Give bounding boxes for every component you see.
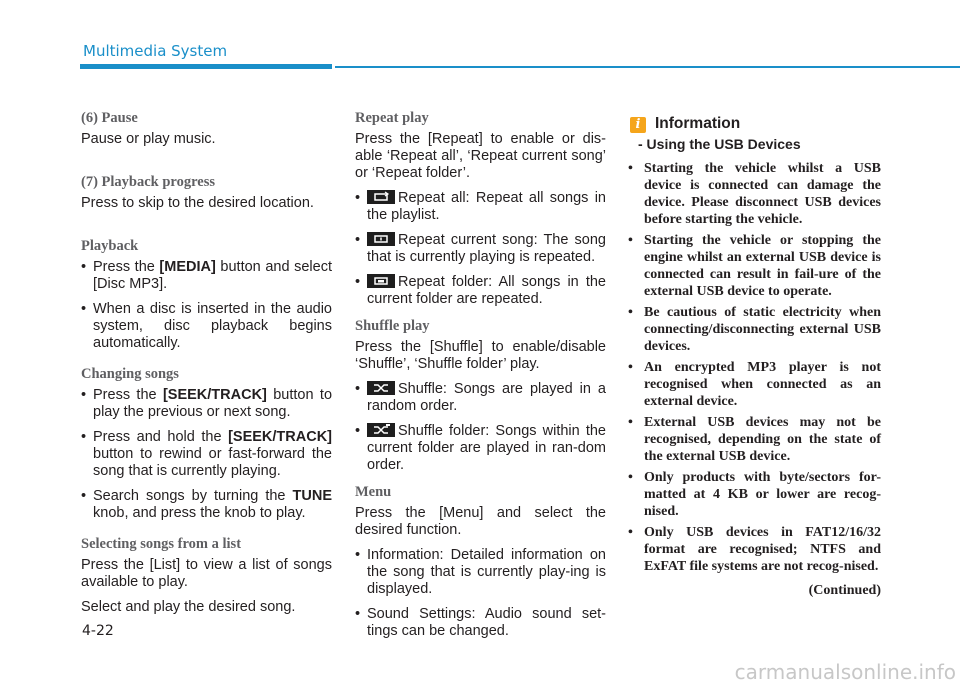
information-box: [628, 117, 881, 599]
selecting-text-1: Press the [List] to view a list of songs available to play.: [81, 557, 332, 590]
progress-text: Press to skip to the desired location.: [81, 195, 314, 211]
shuffle-list: [355, 381, 606, 474]
menu-heading: Menu: [355, 484, 392, 500]
changing-heading: Changing songs: [81, 366, 179, 382]
selecting-text-2: Select and play the desired song.: [81, 599, 296, 615]
repeat-all-icon: [367, 190, 395, 204]
pause-text: Pause or play music.: [81, 131, 216, 147]
shuffle-text: Press the [Shuffle] to enable/disable ‘Shuffle’, ‘Shuffle folder’ play.: [355, 339, 606, 372]
list-item: • An encrypted MP3 player is not recognised when connected as an external device.: [628, 359, 881, 410]
list-item: • Starting the vehicle whilst a USB device is connected can damage the device. Please disconnect USB devices before starting the vehicle.: [628, 160, 881, 228]
info-subtitle: - Using the USB Devices: [638, 136, 801, 152]
playback-heading: Playback: [81, 238, 139, 254]
shuffle-heading: Shuffle play: [355, 318, 430, 334]
page-number: 4-22: [82, 623, 114, 639]
info-header: [628, 117, 881, 139]
header-rule-thin: [335, 66, 960, 68]
repeat-one-icon: [367, 232, 395, 246]
repeat-list: [355, 190, 606, 308]
list-item: • Repeat folder: All songs in the current folder are repeated.: [355, 274, 606, 308]
list-item: • Repeat current song: The song that is currently playing is repeated.: [355, 232, 606, 266]
info-title: Information: [655, 115, 741, 132]
list-item: • Press the [SEEK/TRACK] button to play the previous or next song.: [81, 387, 332, 421]
list-item: • Starting the vehicle or stopping the engine whilst an external USB device is connected can result in fail-ure of the external USB device to operate.: [628, 232, 881, 300]
selecting-heading: Selecting songs from a list: [81, 536, 242, 552]
repeat-heading: Repeat play: [355, 110, 429, 126]
list-item: • Press the [MEDIA] button and select [Disc MP3].: [81, 259, 332, 293]
repeat-folder-icon: [367, 274, 395, 288]
list-item: • Shuffle: Songs are played in a random order.: [355, 381, 606, 415]
list-item: • Shuffle folder: Songs within the current folder are played in ran-dom order.: [355, 423, 606, 474]
progress-heading: (7) Playback progress: [81, 174, 215, 190]
section-title: Multimedia System: [83, 42, 228, 60]
list-item: • Be cautious of static electricity when connecting/disconnecting external USB devices.: [628, 304, 881, 355]
pause-heading: (6) Pause: [81, 110, 138, 126]
info-icon: i: [630, 117, 646, 133]
list-item: • External USB devices may not be recognised, depending on the state of the external USB device.: [628, 414, 881, 465]
column-2: [355, 110, 606, 648]
shuffle-icon: [367, 381, 395, 395]
info-list: [628, 160, 881, 575]
list-item: • Sound Settings: Audio sound set-tings can be changed.: [355, 606, 606, 640]
menu-text: Press the [Menu] and select the desired function.: [355, 505, 606, 538]
list-item: • Repeat all: Repeat all songs in the playlist.: [355, 190, 606, 224]
list-item: • Press and hold the [SEEK/TRACK] button to rewind or fast-forward the song that is currently playing.: [81, 429, 332, 480]
list-item: • Search songs by turning the TUNE knob, and press the knob to play.: [81, 488, 332, 522]
watermark: carmanualsonline.info: [734, 660, 956, 684]
menu-list: [355, 547, 606, 640]
continued-label: (Continued): [808, 583, 881, 598]
column-1: [81, 110, 332, 624]
playback-list: [81, 259, 332, 352]
repeat-text: Press the [Repeat] to enable or dis-able ‘Repeat all’, ‘Repeat current song’ or ‘Repeat folder’.: [355, 131, 606, 181]
list-item: • Only products with byte/sectors for-matted at 4 KB or lower are recog-nised.: [628, 469, 881, 520]
shuffle-folder-icon: [367, 423, 395, 437]
changing-list: [81, 387, 332, 522]
header-rule-thick: [80, 64, 332, 69]
list-item: • Information: Detailed information on the song that is currently play-ing is displayed.: [355, 547, 606, 598]
list-item: • Only USB devices in FAT12/16/32 format are recognised; NTFS and ExFAT file systems are not recog-nised.: [628, 524, 881, 575]
list-item: • When a disc is inserted in the audio system, disc playback begins automatically.: [81, 301, 332, 352]
